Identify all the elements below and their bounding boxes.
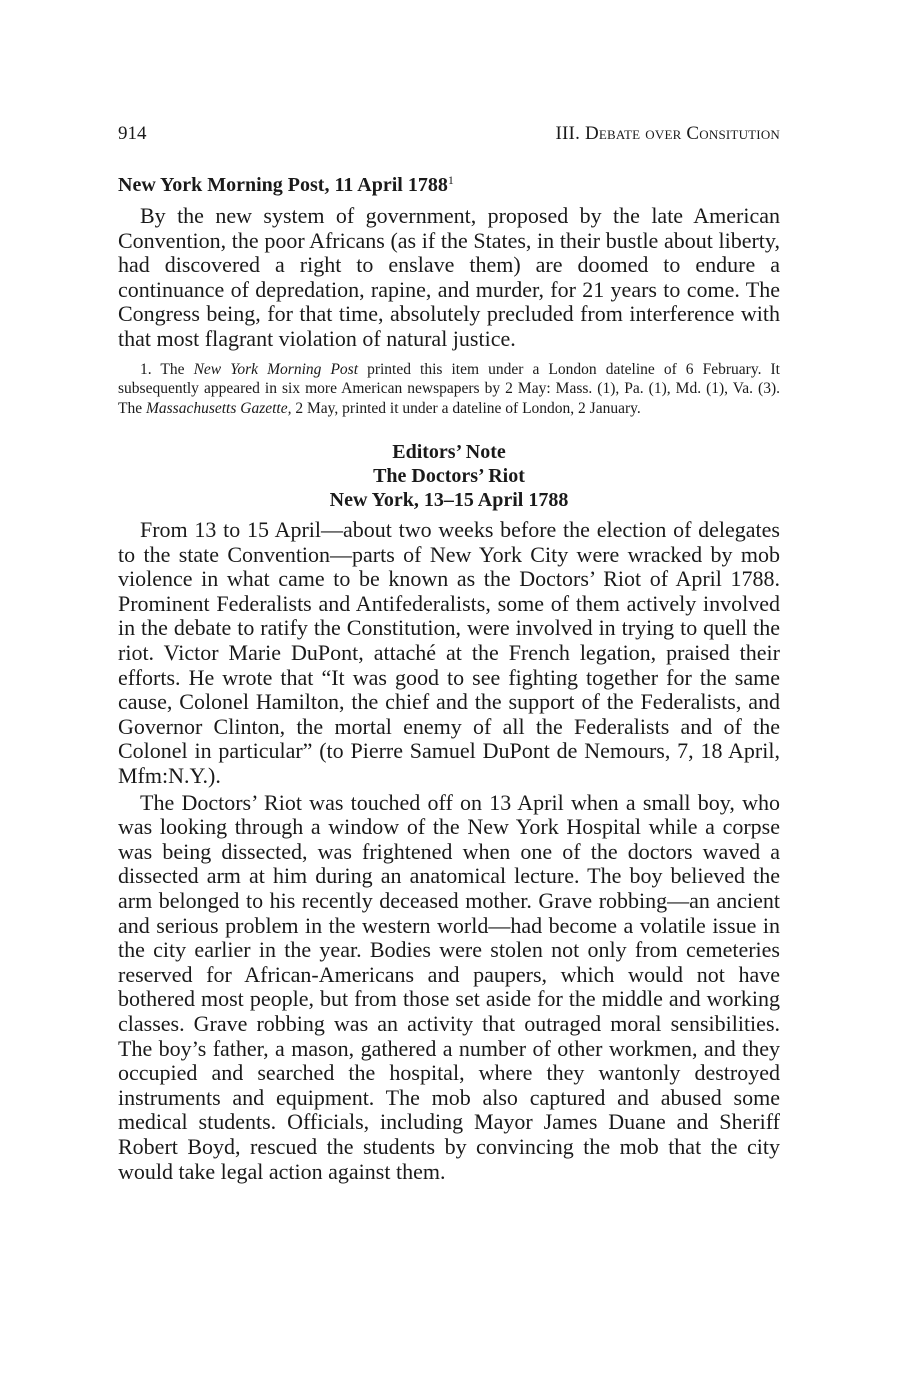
editors-note-paragraph-2: The Doctors’ Riot was touched off on 13 April when a small boy, who was looking through a window of the New York Hospital while a corpse was being dissected, was frightened when one of the doctors waved a dissected arm at him during an anatomical lecture. The boy believed the arm belonged to his recently deceased mother. Grave robbing—an ancient and serious problem in the western world—had become a volatile issue in the city earlier in the year. Bodies were stolen not only from cemeteries reserved for African-Americans and paupers, which would not have bothered most people, but from those set aside for the middle and working classes. Grave robbing was an activity that outraged moral sensibilities. The boy’s father, a mason, gathered a number of other workmen, and they occupied and searched the hospital, where they wantonly destroyed instruments and equipment. The mob also captured and abused some medical students. Officials, including Mayor James Duane and Sheriff Robert Boyd, rescued the students by convincing the mob that the city would take legal action against them. [118, 789, 780, 1184]
running-title: III. Debate over Consitution [555, 123, 780, 144]
editors-note-heading [118, 440, 780, 512]
footnote-marker: 1 [447, 173, 454, 187]
document-paragraph: By the new system of government, proposed by the late American Convention, the poor Africans (as if the States, in their bustle about liberty, had discovered a right to enslave them) are doomed to endure a continuance of depredation, rapine, and murder, for 21 years to come. The Congress being, for that time, absolutely precluded from interference with that most flagrant violation of natural justice. [118, 203, 780, 351]
editors-note-heading-line-1: Editors’ Note [392, 441, 506, 464]
running-head [118, 120, 780, 150]
page-number: 914 [118, 123, 147, 144]
footnote-text-3: 2 May, printed it under a dateline of London, 2 January. [291, 399, 641, 417]
footnote-newspaper-title-1: New York Morning Post [193, 360, 358, 378]
editors-note-heading-line-2: The Doctors’ Riot [373, 465, 525, 488]
footnote [118, 360, 780, 419]
document-heading-text: New York Morning Post, 11 April 1788 [118, 174, 448, 196]
footnote-text-1: 1. The [140, 360, 194, 378]
footnote-text-2: printed this item under a London dateline of 6 February. It subsequently appeared in six more American newspapers by 2 May: Mass. (1), Pa. (1), Md. (1), Va. (3). The [118, 360, 780, 417]
editors-note-paragraph-1: From 13 to 15 April—about two weeks before the election of delegates to the state Convention—parts of New York City were wracked by mob violence in what came to be known as the Doctors’ Riot of April 1788. Prominent Federalists and Antifederalists, some of them actively involved in the debate to ratify the Constitution, were involved in trying to quell the riot. Victor Marie DuPont, attaché at the French legation, praised their efforts. He wrote that “It was good to see fighting together for the same cause, Colonel Hamilton, the chief and the support of the Federalists, and Governor Clinton, the mortal enemy of all the Federalists and of the Colonel in particular” (to Pierre Samuel DuPont de Nemours, 7, 18 April, Mfm:N.Y.). [118, 517, 780, 788]
footnote-newspaper-title-2: Massachusetts Gazette, [145, 399, 292, 417]
book-page [118, 120, 780, 1184]
document-heading [118, 172, 780, 198]
editors-note-heading-line-3: New York, 13–15 April 1788 [329, 489, 569, 512]
